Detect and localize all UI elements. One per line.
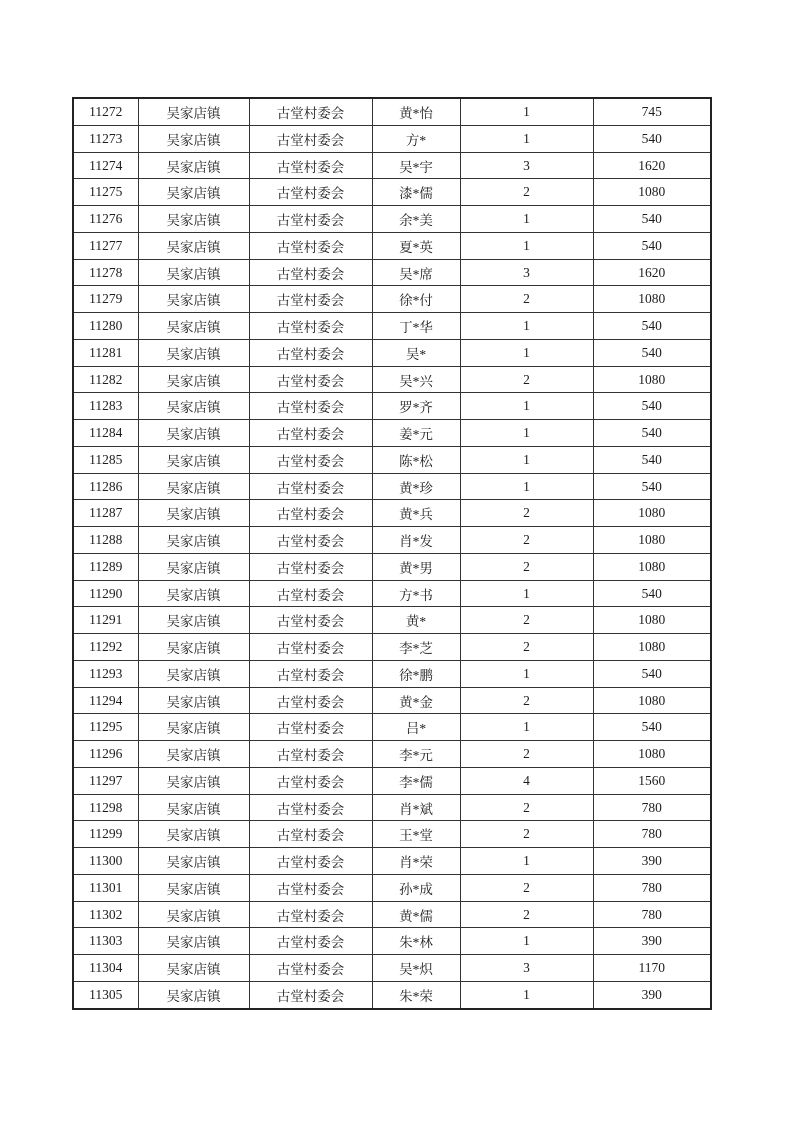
town-cell: 吴家店镇 — [138, 874, 249, 901]
amount-cell: 1080 — [593, 607, 711, 634]
table-row — [73, 446, 711, 473]
village-committee-cell: 古堂村委会 — [249, 259, 372, 286]
person-name-cell: 孙*成 — [372, 874, 460, 901]
table-row — [73, 527, 711, 554]
person-name-cell: 方*书 — [372, 580, 460, 607]
serial-number-cell: 11291 — [73, 607, 138, 634]
count-cell: 2 — [460, 607, 593, 634]
town-cell: 吴家店镇 — [138, 527, 249, 554]
table-row — [73, 393, 711, 420]
serial-number-cell: 11283 — [73, 393, 138, 420]
person-name-cell: 黄*金 — [372, 687, 460, 714]
town-cell: 吴家店镇 — [138, 901, 249, 928]
person-name-cell: 丁*华 — [372, 313, 460, 340]
amount-cell: 1620 — [593, 259, 711, 286]
serial-number-cell: 11286 — [73, 473, 138, 500]
serial-number-cell: 11305 — [73, 981, 138, 1009]
village-committee-cell: 古堂村委会 — [249, 366, 372, 393]
table-row — [73, 420, 711, 447]
town-cell: 吴家店镇 — [138, 259, 249, 286]
table-row — [73, 339, 711, 366]
serial-number-cell: 11290 — [73, 580, 138, 607]
amount-cell: 540 — [593, 660, 711, 687]
serial-number-cell: 11276 — [73, 206, 138, 233]
village-committee-cell: 古堂村委会 — [249, 446, 372, 473]
table-row — [73, 981, 711, 1009]
town-cell: 吴家店镇 — [138, 179, 249, 206]
person-name-cell: 黄*儒 — [372, 901, 460, 928]
serial-number-cell: 11284 — [73, 420, 138, 447]
town-cell: 吴家店镇 — [138, 741, 249, 768]
count-cell: 3 — [460, 955, 593, 982]
town-cell: 吴家店镇 — [138, 500, 249, 527]
village-committee-cell: 古堂村委会 — [249, 313, 372, 340]
person-name-cell: 黄* — [372, 607, 460, 634]
village-committee-cell: 古堂村委会 — [249, 553, 372, 580]
count-cell: 2 — [460, 286, 593, 313]
town-cell: 吴家店镇 — [138, 553, 249, 580]
person-name-cell: 吕* — [372, 714, 460, 741]
table-row — [73, 232, 711, 259]
count-cell: 1 — [460, 232, 593, 259]
count-cell: 2 — [460, 794, 593, 821]
count-cell: 1 — [460, 580, 593, 607]
amount-cell: 1080 — [593, 687, 711, 714]
count-cell: 1 — [460, 981, 593, 1009]
person-name-cell: 夏*英 — [372, 232, 460, 259]
town-cell: 吴家店镇 — [138, 821, 249, 848]
person-name-cell: 肖*发 — [372, 527, 460, 554]
amount-cell: 540 — [593, 473, 711, 500]
table-row — [73, 98, 711, 125]
serial-number-cell: 11272 — [73, 98, 138, 125]
town-cell: 吴家店镇 — [138, 206, 249, 233]
town-cell: 吴家店镇 — [138, 339, 249, 366]
serial-number-cell: 11302 — [73, 901, 138, 928]
village-committee-cell: 古堂村委会 — [249, 339, 372, 366]
person-name-cell: 徐*鹏 — [372, 660, 460, 687]
serial-number-cell: 11275 — [73, 179, 138, 206]
serial-number-cell: 11273 — [73, 125, 138, 152]
amount-cell: 540 — [593, 393, 711, 420]
table-row — [73, 313, 711, 340]
village-committee-cell: 古堂村委会 — [249, 981, 372, 1009]
village-committee-cell: 古堂村委会 — [249, 580, 372, 607]
amount-cell: 1170 — [593, 955, 711, 982]
count-cell: 1 — [460, 848, 593, 875]
table-row — [73, 580, 711, 607]
person-name-cell: 吴*炽 — [372, 955, 460, 982]
person-name-cell: 朱*林 — [372, 928, 460, 955]
amount-cell: 540 — [593, 206, 711, 233]
person-name-cell: 李*芝 — [372, 634, 460, 661]
person-name-cell: 余*美 — [372, 206, 460, 233]
serial-number-cell: 11297 — [73, 767, 138, 794]
town-cell: 吴家店镇 — [138, 420, 249, 447]
village-committee-cell: 古堂村委会 — [249, 741, 372, 768]
count-cell: 1 — [460, 714, 593, 741]
person-name-cell: 罗*齐 — [372, 393, 460, 420]
table-row — [73, 794, 711, 821]
amount-cell: 745 — [593, 98, 711, 125]
village-committee-cell: 古堂村委会 — [249, 901, 372, 928]
amount-cell: 540 — [593, 714, 711, 741]
person-name-cell: 吴* — [372, 339, 460, 366]
person-name-cell: 黄*怡 — [372, 98, 460, 125]
town-cell: 吴家店镇 — [138, 634, 249, 661]
table-row — [73, 179, 711, 206]
town-cell: 吴家店镇 — [138, 714, 249, 741]
table-row — [73, 767, 711, 794]
amount-cell: 1080 — [593, 553, 711, 580]
table-row — [73, 206, 711, 233]
person-name-cell: 李*元 — [372, 741, 460, 768]
amount-cell: 1080 — [593, 500, 711, 527]
serial-number-cell: 11304 — [73, 955, 138, 982]
town-cell: 吴家店镇 — [138, 767, 249, 794]
table-row — [73, 901, 711, 928]
village-committee-cell: 古堂村委会 — [249, 767, 372, 794]
table-row — [73, 553, 711, 580]
count-cell: 2 — [460, 741, 593, 768]
village-committee-cell: 古堂村委会 — [249, 821, 372, 848]
table-row — [73, 152, 711, 179]
amount-cell: 780 — [593, 794, 711, 821]
town-cell: 吴家店镇 — [138, 580, 249, 607]
serial-number-cell: 11292 — [73, 634, 138, 661]
count-cell: 1 — [460, 446, 593, 473]
person-name-cell: 李*儒 — [372, 767, 460, 794]
count-cell: 2 — [460, 634, 593, 661]
table-row — [73, 259, 711, 286]
amount-cell: 780 — [593, 901, 711, 928]
town-cell: 吴家店镇 — [138, 232, 249, 259]
count-cell: 2 — [460, 527, 593, 554]
serial-number-cell: 11293 — [73, 660, 138, 687]
town-cell: 吴家店镇 — [138, 607, 249, 634]
count-cell: 2 — [460, 874, 593, 901]
serial-number-cell: 11299 — [73, 821, 138, 848]
village-committee-cell: 古堂村委会 — [249, 874, 372, 901]
amount-cell: 1560 — [593, 767, 711, 794]
serial-number-cell: 11303 — [73, 928, 138, 955]
amount-cell: 540 — [593, 580, 711, 607]
person-name-cell: 姜*元 — [372, 420, 460, 447]
serial-number-cell: 11287 — [73, 500, 138, 527]
person-name-cell: 徐*付 — [372, 286, 460, 313]
town-cell: 吴家店镇 — [138, 446, 249, 473]
person-name-cell: 肖*荣 — [372, 848, 460, 875]
table-row — [73, 473, 711, 500]
village-committee-cell: 古堂村委会 — [249, 687, 372, 714]
count-cell: 1 — [460, 393, 593, 420]
village-committee-cell: 古堂村委会 — [249, 206, 372, 233]
village-committee-cell: 古堂村委会 — [249, 794, 372, 821]
amount-cell: 1620 — [593, 152, 711, 179]
subsidy-list-table — [72, 97, 712, 1010]
amount-cell: 1080 — [593, 366, 711, 393]
table-row — [73, 821, 711, 848]
serial-number-cell: 11296 — [73, 741, 138, 768]
count-cell: 2 — [460, 500, 593, 527]
amount-cell: 390 — [593, 928, 711, 955]
village-committee-cell: 古堂村委会 — [249, 634, 372, 661]
count-cell: 1 — [460, 313, 593, 340]
person-name-cell: 黄*珍 — [372, 473, 460, 500]
village-committee-cell: 古堂村委会 — [249, 660, 372, 687]
person-name-cell: 吴*席 — [372, 259, 460, 286]
count-cell: 4 — [460, 767, 593, 794]
count-cell: 2 — [460, 687, 593, 714]
person-name-cell: 黄*男 — [372, 553, 460, 580]
town-cell: 吴家店镇 — [138, 955, 249, 982]
village-committee-cell: 古堂村委会 — [249, 500, 372, 527]
village-committee-cell: 古堂村委会 — [249, 232, 372, 259]
table-row — [73, 848, 711, 875]
village-committee-cell: 古堂村委会 — [249, 98, 372, 125]
count-cell: 2 — [460, 179, 593, 206]
count-cell: 3 — [460, 259, 593, 286]
person-name-cell: 王*堂 — [372, 821, 460, 848]
village-committee-cell: 古堂村委会 — [249, 848, 372, 875]
serial-number-cell: 11295 — [73, 714, 138, 741]
table-row — [73, 125, 711, 152]
village-committee-cell: 古堂村委会 — [249, 393, 372, 420]
count-cell: 2 — [460, 821, 593, 848]
table-row — [73, 366, 711, 393]
serial-number-cell: 11300 — [73, 848, 138, 875]
town-cell: 吴家店镇 — [138, 313, 249, 340]
count-cell: 1 — [460, 125, 593, 152]
amount-cell: 540 — [593, 232, 711, 259]
amount-cell: 1080 — [593, 527, 711, 554]
person-name-cell: 陈*松 — [372, 446, 460, 473]
count-cell: 1 — [460, 660, 593, 687]
town-cell: 吴家店镇 — [138, 125, 249, 152]
person-name-cell: 方* — [372, 125, 460, 152]
count-cell: 1 — [460, 206, 593, 233]
amount-cell: 540 — [593, 339, 711, 366]
village-committee-cell: 古堂村委会 — [249, 420, 372, 447]
table-row — [73, 741, 711, 768]
amount-cell: 1080 — [593, 179, 711, 206]
count-cell: 1 — [460, 473, 593, 500]
table-row — [73, 874, 711, 901]
village-committee-cell: 古堂村委会 — [249, 527, 372, 554]
serial-number-cell: 11281 — [73, 339, 138, 366]
count-cell: 3 — [460, 152, 593, 179]
village-committee-cell: 古堂村委会 — [249, 473, 372, 500]
person-name-cell: 吴*兴 — [372, 366, 460, 393]
person-name-cell: 朱*荣 — [372, 981, 460, 1009]
table-row — [73, 687, 711, 714]
village-committee-cell: 古堂村委会 — [249, 955, 372, 982]
amount-cell: 540 — [593, 125, 711, 152]
table-row — [73, 660, 711, 687]
town-cell: 吴家店镇 — [138, 981, 249, 1009]
table-row — [73, 634, 711, 661]
town-cell: 吴家店镇 — [138, 794, 249, 821]
town-cell: 吴家店镇 — [138, 928, 249, 955]
count-cell: 2 — [460, 366, 593, 393]
count-cell: 1 — [460, 420, 593, 447]
village-committee-cell: 古堂村委会 — [249, 125, 372, 152]
serial-number-cell: 11282 — [73, 366, 138, 393]
amount-cell: 540 — [593, 313, 711, 340]
village-committee-cell: 古堂村委会 — [249, 286, 372, 313]
town-cell: 吴家店镇 — [138, 848, 249, 875]
person-name-cell: 黄*兵 — [372, 500, 460, 527]
serial-number-cell: 11279 — [73, 286, 138, 313]
count-cell: 1 — [460, 339, 593, 366]
village-committee-cell: 古堂村委会 — [249, 179, 372, 206]
town-cell: 吴家店镇 — [138, 366, 249, 393]
serial-number-cell: 11298 — [73, 794, 138, 821]
serial-number-cell: 11289 — [73, 553, 138, 580]
person-name-cell: 漆*儒 — [372, 179, 460, 206]
town-cell: 吴家店镇 — [138, 152, 249, 179]
amount-cell: 390 — [593, 981, 711, 1009]
amount-cell: 540 — [593, 420, 711, 447]
table-row — [73, 607, 711, 634]
serial-number-cell: 11301 — [73, 874, 138, 901]
village-committee-cell: 古堂村委会 — [249, 607, 372, 634]
serial-number-cell: 11288 — [73, 527, 138, 554]
village-committee-cell: 古堂村委会 — [249, 152, 372, 179]
serial-number-cell: 11280 — [73, 313, 138, 340]
town-cell: 吴家店镇 — [138, 687, 249, 714]
town-cell: 吴家店镇 — [138, 286, 249, 313]
serial-number-cell: 11294 — [73, 687, 138, 714]
amount-cell: 780 — [593, 821, 711, 848]
person-name-cell: 肖*斌 — [372, 794, 460, 821]
amount-cell: 1080 — [593, 286, 711, 313]
serial-number-cell: 11285 — [73, 446, 138, 473]
count-cell: 2 — [460, 901, 593, 928]
table-row — [73, 500, 711, 527]
table-body — [73, 98, 711, 1009]
count-cell: 1 — [460, 98, 593, 125]
person-name-cell: 吴*宇 — [372, 152, 460, 179]
count-cell: 2 — [460, 553, 593, 580]
amount-cell: 1080 — [593, 741, 711, 768]
village-committee-cell: 古堂村委会 — [249, 714, 372, 741]
town-cell: 吴家店镇 — [138, 98, 249, 125]
serial-number-cell: 11274 — [73, 152, 138, 179]
table-row — [73, 286, 711, 313]
town-cell: 吴家店镇 — [138, 473, 249, 500]
table-row — [73, 928, 711, 955]
town-cell: 吴家店镇 — [138, 393, 249, 420]
amount-cell: 780 — [593, 874, 711, 901]
table-row — [73, 955, 711, 982]
amount-cell: 390 — [593, 848, 711, 875]
town-cell: 吴家店镇 — [138, 660, 249, 687]
serial-number-cell: 11278 — [73, 259, 138, 286]
serial-number-cell: 11277 — [73, 232, 138, 259]
count-cell: 1 — [460, 928, 593, 955]
table-row — [73, 714, 711, 741]
village-committee-cell: 古堂村委会 — [249, 928, 372, 955]
amount-cell: 540 — [593, 446, 711, 473]
amount-cell: 1080 — [593, 634, 711, 661]
